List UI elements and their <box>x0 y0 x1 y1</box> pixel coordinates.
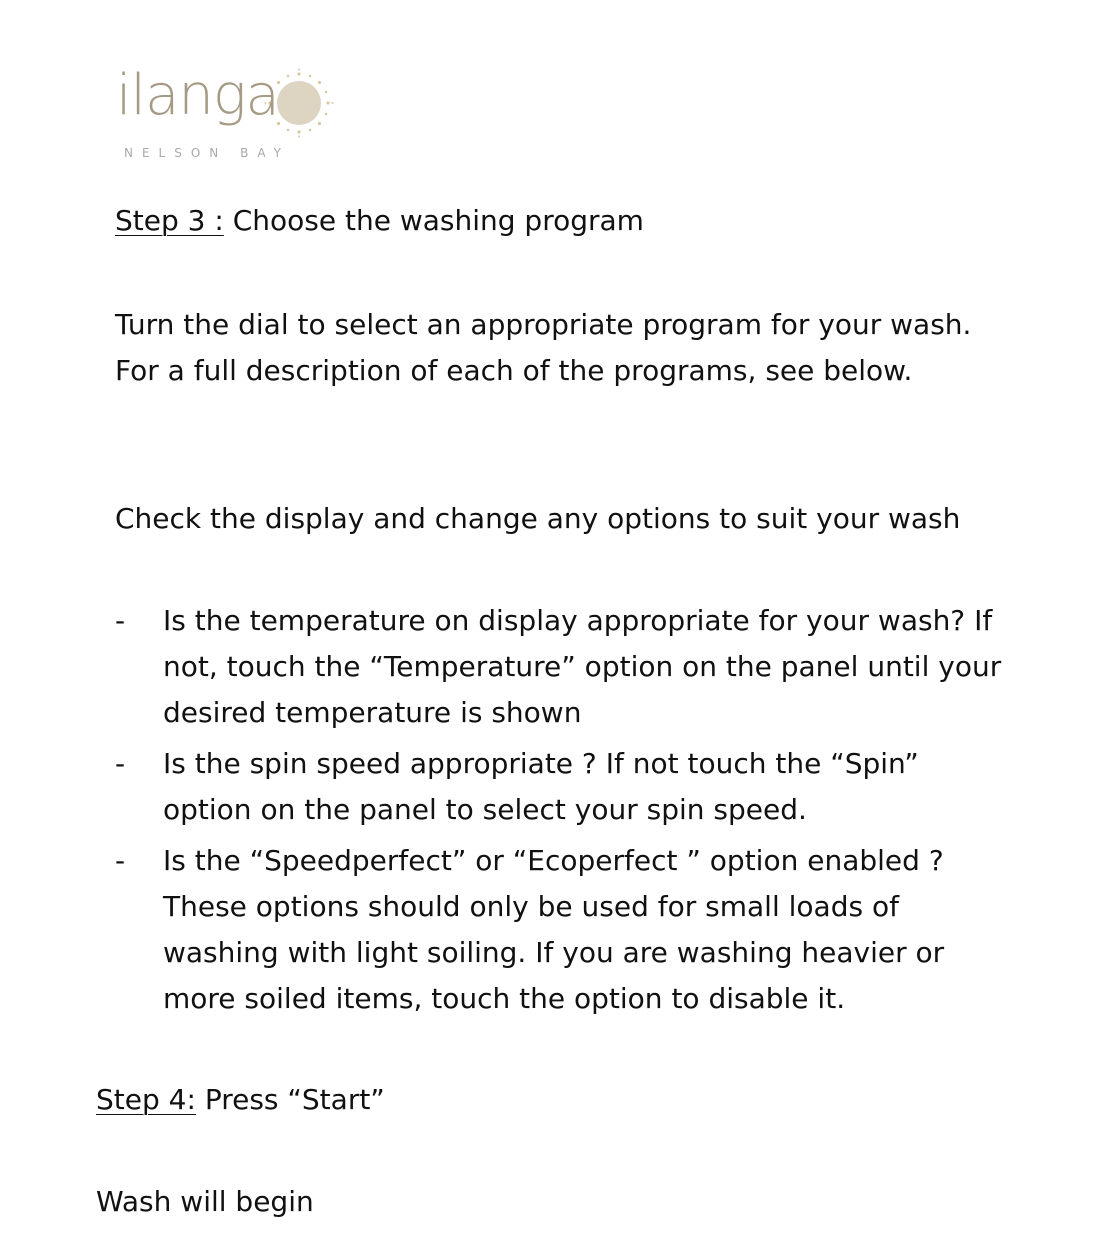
step4-text: Press “Start” <box>204 1083 385 1116</box>
step3-label: Step 3 : <box>115 204 224 237</box>
bullet-dash: - <box>115 604 126 637</box>
ilanga-logo <box>112 56 342 166</box>
step3-text: Choose the washing program <box>232 204 644 237</box>
options-bullet-list <box>115 598 1015 1027</box>
step4-heading <box>96 1077 385 1123</box>
paragraph-program-dial: Turn the dial to select an appropriate program for your wash. For a full description of each of the programs, see below. <box>115 308 972 387</box>
bullet-text: Is the “Speedperfect” or “Ecoperfect ” option enabled ? These options should only be used for small loads of washing with light soiling. If you are washing heavier or more soiled items, touch the option to disable it. <box>163 844 945 1015</box>
bullet-temperature <box>115 598 1015 736</box>
logo-subtitle: NELSON BAY <box>124 146 290 160</box>
bullet-speedperfect-ecoperfect <box>115 838 1015 1022</box>
bullet-text: Is the temperature on display appropriate for your wash? If not, touch the “Temperature” option on the panel until your desired temperature is shown <box>163 604 1002 729</box>
bullet-spin-speed <box>115 741 1015 833</box>
step3-heading <box>115 198 644 244</box>
logo-wordmark: ilanga <box>116 63 279 128</box>
step4-label: Step 4: <box>96 1083 196 1116</box>
bullet-dash: - <box>115 844 126 877</box>
paragraph-check-display: Check the display and change any options to suit your wash <box>115 502 961 535</box>
bullet-dash: - <box>115 747 126 780</box>
closing-text: Wash will begin <box>96 1185 314 1218</box>
bullet-text: Is the spin speed appropriate ? If not touch the “Spin” option on the panel to select your spin speed. <box>163 747 919 826</box>
